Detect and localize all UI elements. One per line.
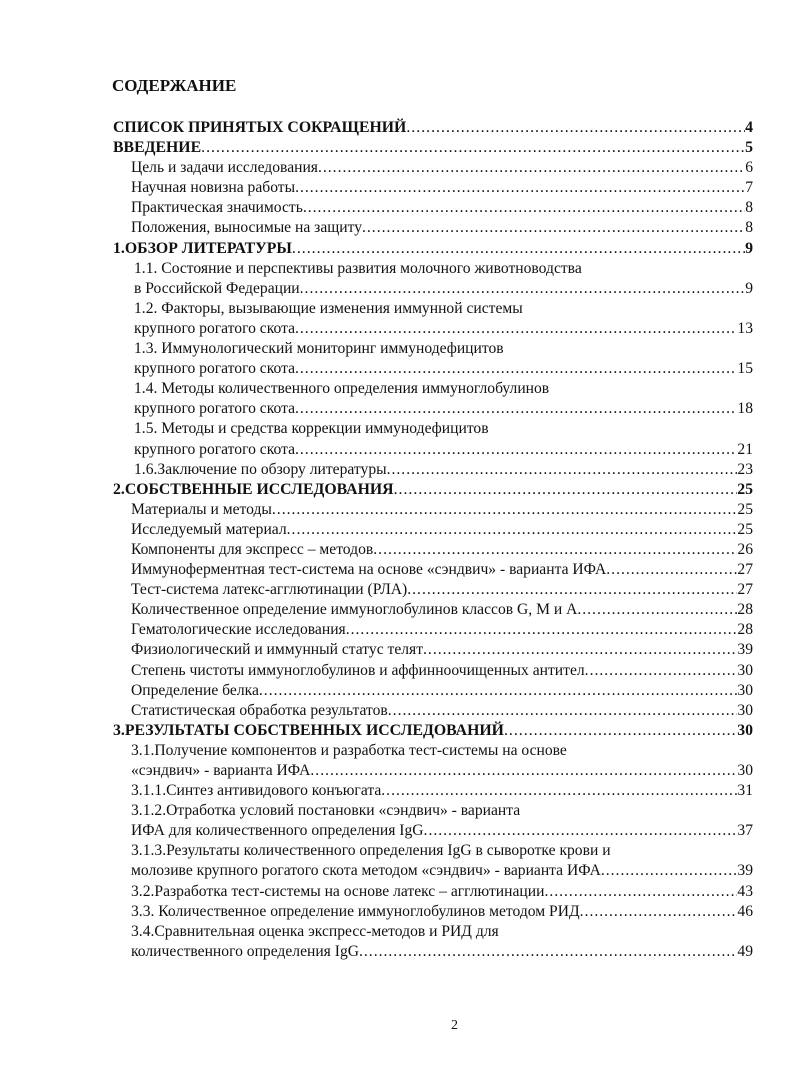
- toc-entry: [113, 218, 753, 238]
- toc-entry: [113, 440, 753, 460]
- toc-entry: [113, 821, 753, 841]
- toc-entry-title: 3.1.2.Отработка условий постановки «сэндвич» - варианта: [131, 802, 521, 820]
- toc-entry-title: 1.6.Заключение по обзору литературы: [134, 460, 387, 478]
- dot-leader: [295, 178, 745, 198]
- dot-leader: [504, 721, 737, 741]
- toc-entry-title: Материалы и методы: [131, 500, 272, 518]
- toc-entry: [113, 761, 753, 781]
- dot-leader: [406, 118, 745, 138]
- toc-entry-title: 1.4. Методы количественного определения иммуноглобулинов: [134, 380, 550, 398]
- dot-leader: [544, 882, 737, 902]
- toc-entry-page: 37: [737, 822, 753, 840]
- toc-entry-title: Положения, выносимые на защиту: [131, 219, 362, 237]
- dot-leader: [423, 640, 737, 660]
- toc-entry-title: в Российской Федерации: [134, 279, 300, 297]
- toc-entry: [113, 178, 753, 198]
- toc-entry: [113, 138, 753, 158]
- toc-entry: [113, 580, 753, 600]
- dot-leader: [394, 480, 738, 500]
- toc-entry-page: 46: [737, 902, 753, 920]
- toc-entry-page: 43: [737, 882, 753, 900]
- toc-entry-title: молозиве крупного рогатого скота методом «сэндвич» - варианта ИФА: [131, 862, 601, 880]
- toc-entry: [113, 480, 753, 500]
- toc-entry-page: 5: [745, 139, 753, 157]
- toc-entry-title: 1.2. Факторы, вызывающие изменения иммунной системы: [134, 299, 523, 317]
- toc-entry: [113, 902, 753, 922]
- toc-entry-page: 15: [737, 360, 753, 378]
- toc-entry-page: 8: [745, 199, 753, 217]
- toc-entry: [113, 922, 753, 942]
- toc-entry: [113, 721, 753, 741]
- toc-entry-page: 18: [737, 400, 753, 418]
- toc-entry-title: Определение белка: [131, 681, 259, 699]
- toc-entry: [113, 500, 753, 520]
- dot-leader: [310, 761, 737, 781]
- toc-entry-title: Иммуноферментная тест-система на основе «сэндвич» - варианта ИФА: [131, 561, 607, 579]
- dot-leader: [577, 600, 737, 620]
- toc-entry-page: 9: [745, 279, 753, 297]
- dot-leader: [606, 560, 737, 580]
- toc-entry-page: 30: [737, 701, 753, 719]
- dot-leader: [318, 158, 745, 178]
- toc-entry: [113, 399, 753, 419]
- toc-entry-title: Практическая значимость: [131, 199, 303, 217]
- page-number: 2: [451, 1018, 458, 1033]
- toc-entry-title: 3.4.Сравнительная оценка экспресс-методов и РИД для: [131, 922, 499, 940]
- toc-entry-title: количественного определения IgG: [131, 942, 359, 960]
- dot-leader: [303, 198, 745, 218]
- toc-entry-title: СПИСОК ПРИНЯТЫХ СОКРАЩЕНИЙ: [113, 119, 407, 136]
- toc-entry-page: 8: [745, 219, 753, 237]
- toc-entry-page: 27: [737, 561, 753, 579]
- toc-entry-title: Цель и задачи исследования: [131, 159, 318, 177]
- toc-entry: [113, 882, 753, 902]
- toc-entry-page: 26: [737, 540, 753, 558]
- toc-entry-title: крупного рогатого скота: [134, 360, 295, 378]
- toc-entry: [113, 640, 753, 660]
- dot-leader: [300, 279, 746, 299]
- toc-entry: [113, 460, 753, 480]
- toc-entry: [113, 520, 753, 540]
- dot-leader: [272, 500, 738, 520]
- toc-entry: [113, 701, 753, 721]
- toc-entry-page: 25: [737, 500, 753, 518]
- toc-entry: [113, 661, 753, 681]
- toc-entry-title: ИФА для количественного определения IgG: [131, 822, 424, 840]
- toc-entry-page: 4: [745, 119, 753, 136]
- toc-entry-page: 13: [737, 319, 753, 337]
- toc-entry-title: крупного рогатого скота: [134, 440, 295, 458]
- toc-entry: [113, 339, 753, 359]
- toc-entry: [113, 118, 753, 138]
- toc-entry-title: Научная новизна работы: [131, 179, 296, 197]
- toc-entry-page: 9: [745, 239, 753, 257]
- toc-entry: [113, 681, 753, 701]
- toc-entry-title: Степень чистоты иммуноглобулинов и аффинноочищенных антител: [131, 661, 585, 679]
- toc-entry-title: 3.3. Количественное определение иммуноглобулинов методом РИД: [131, 902, 580, 920]
- dot-leader: [387, 460, 738, 480]
- toc-entry-title: Статистическая обработка результатов: [131, 701, 388, 719]
- toc-entry: [113, 861, 753, 881]
- toc-entry-title: 1.5. Методы и средства коррекции иммунодефицитов: [134, 420, 489, 438]
- toc-entry-page: 6: [745, 159, 753, 177]
- toc-entry: [113, 600, 753, 620]
- toc-entry: [113, 158, 753, 178]
- toc-entry-title: Гематологические исследования: [131, 621, 346, 639]
- toc-entry-title: ВВЕДЕНИЕ: [113, 139, 202, 157]
- toc-title: СОДЕРЖАНИЕ: [112, 76, 237, 95]
- toc-entry-page: 30: [737, 762, 753, 779]
- dot-leader: [295, 399, 737, 419]
- toc-entry: [113, 841, 753, 861]
- toc-entry-title: Компоненты для экспресс – методов: [131, 540, 374, 558]
- dot-leader: [407, 580, 737, 600]
- dot-leader: [381, 781, 737, 801]
- toc-entry-title: Исследуемый материал: [131, 520, 287, 538]
- dot-leader: [580, 902, 738, 922]
- dot-leader: [259, 681, 738, 701]
- toc-entry-page: 31: [737, 782, 753, 800]
- toc-entry-page: 23: [737, 460, 753, 478]
- toc-entry-page: 21: [737, 440, 753, 458]
- toc-entry: [113, 359, 753, 379]
- toc-entry: [113, 620, 753, 640]
- toc-entry-page: 25: [737, 480, 753, 498]
- toc-entry: [113, 419, 753, 439]
- toc-entry: [113, 239, 753, 259]
- toc-entry: [113, 319, 753, 339]
- toc-entry-title: 1.1. Состояние и перспективы развития молочного животноводства: [134, 259, 582, 277]
- dot-leader: [388, 701, 738, 721]
- toc-entry: [113, 560, 753, 580]
- toc-entry: [113, 942, 753, 962]
- toc-entry-title: Количественное определение иммуноглобулинов классов G, M и A: [131, 601, 578, 619]
- toc-entry: [113, 741, 753, 761]
- dot-leader: [292, 239, 745, 259]
- toc-entry-page: 28: [737, 601, 753, 619]
- toc-entry-page: 30: [737, 721, 753, 739]
- toc-entry-page: 28: [737, 621, 753, 639]
- toc-entry: [113, 781, 753, 801]
- toc-entry-page: 27: [737, 581, 753, 599]
- toc-entry-title: 3.РЕЗУЛЬТАТЫ СОБСТВЕННЫХ ИССЛЕДОВАНИЙ: [113, 721, 504, 739]
- dot-leader: [424, 821, 738, 841]
- toc-entry-page: 49: [737, 942, 753, 960]
- dot-leader: [585, 661, 738, 681]
- dot-leader: [601, 861, 738, 881]
- toc-entry-title: крупного рогатого скота: [134, 319, 295, 337]
- dot-leader: [295, 319, 737, 339]
- toc-entry-title: крупного рогатого скота: [134, 400, 295, 418]
- toc-entry-title: 3.2.Разработка тест-системы на основе латекс – агглютинации: [131, 882, 545, 900]
- dot-leader: [362, 218, 745, 238]
- toc-entry-title: 1.3. Иммунологический мониторинг иммунодефицитов: [134, 340, 504, 358]
- toc-entry: [113, 299, 753, 319]
- dot-leader: [346, 620, 738, 640]
- dot-leader: [373, 540, 737, 560]
- toc-entry-title: 1.ОБЗОР ЛИТЕРАТУРЫ: [113, 239, 292, 257]
- toc-entry: [113, 379, 753, 399]
- toc-entry: [113, 801, 753, 821]
- toc-entry-page: 39: [737, 641, 753, 659]
- table-of-contents: [113, 118, 753, 962]
- toc-entry-page: 30: [737, 681, 753, 699]
- toc-entry-title: «сэндвич» - варианта ИФА: [131, 762, 311, 779]
- toc-entry-title: Тест-система латекс-агглютинации (РЛА): [131, 581, 408, 599]
- toc-entry: [113, 540, 753, 560]
- dot-leader: [295, 359, 737, 379]
- toc-entry-title: 3.1.3.Результаты количественного определения IgG в сыворотке крови и: [131, 842, 611, 860]
- dot-leader: [287, 520, 738, 540]
- toc-entry: [113, 259, 753, 279]
- toc-entry-title: 3.1.Получение компонентов и разработка тест-системы на основе: [131, 741, 567, 759]
- toc-entry: [113, 279, 753, 299]
- toc-entry-title: 3.1.1.Синтез антивидового конъюгата: [131, 782, 382, 800]
- toc-entry-title: 2.СОБСТВЕННЫЕ ИССЛЕДОВАНИЯ: [113, 480, 394, 498]
- toc-entry-page: 30: [737, 661, 753, 679]
- dot-leader: [359, 942, 737, 962]
- toc-entry-page: 39: [737, 862, 753, 880]
- toc-entry: [113, 198, 753, 218]
- dot-leader: [295, 440, 737, 460]
- toc-entry-title: Физиологический и иммунный статус телят: [131, 641, 424, 659]
- dot-leader: [201, 138, 745, 158]
- toc-entry-page: 25: [737, 520, 753, 538]
- toc-entry-page: 7: [745, 179, 753, 197]
